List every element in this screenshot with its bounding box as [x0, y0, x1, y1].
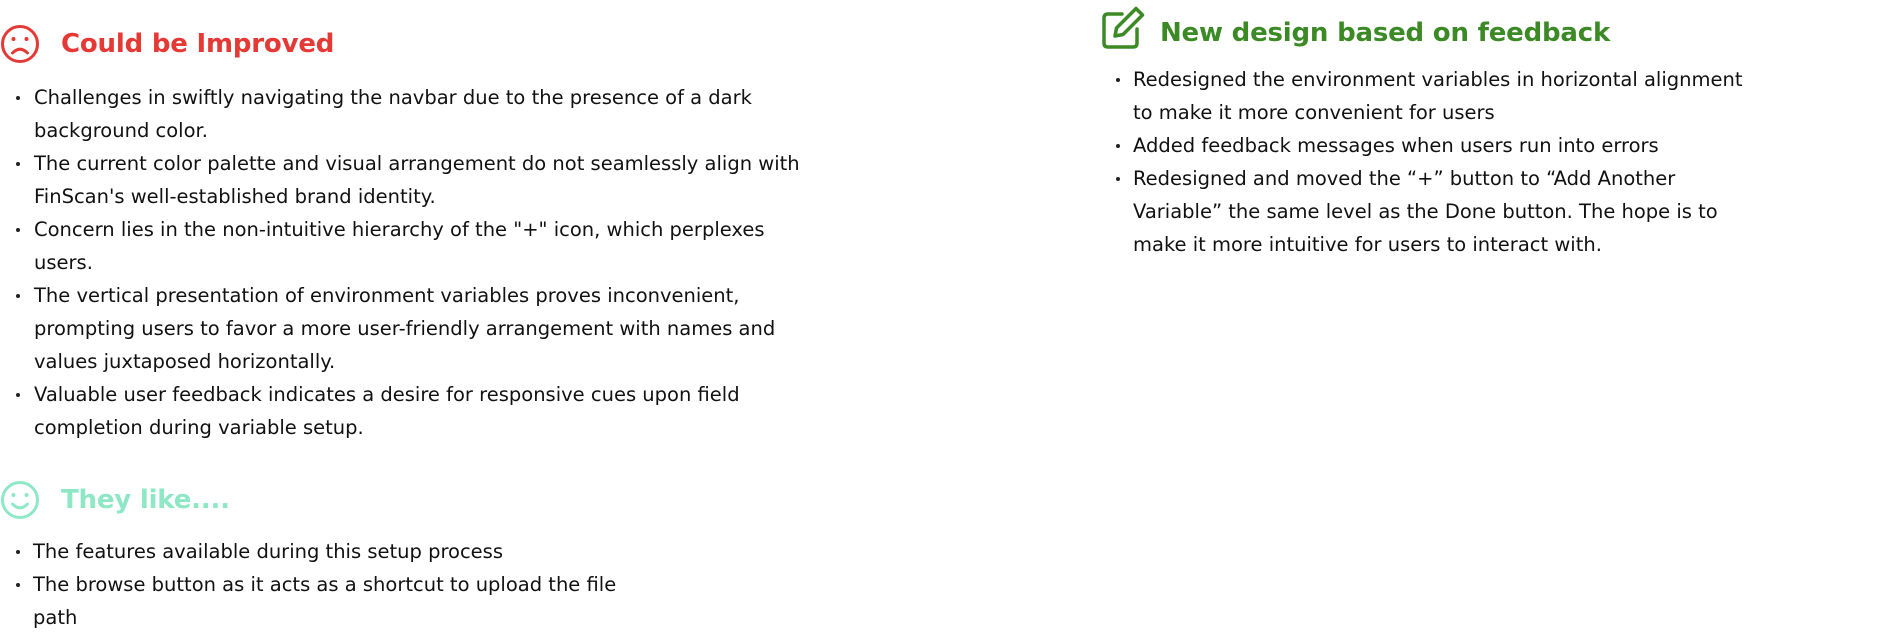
- edit-pencil-icon: [1100, 5, 1146, 51]
- frown-face-icon: [0, 24, 40, 64]
- could-be-improved-heading: [0, 24, 840, 64]
- list-item: Redesigned the environment variables in horizontal alignment to make it more convenient for users: [1100, 63, 1750, 129]
- list-item: Concern lies in the non-intuitive hierarchy of the "+" icon, which perplexes users.: [0, 213, 820, 279]
- list-item: The current color palette and visual arrangement do not seamlessly align with FinScan's well-established brand identity.: [0, 147, 820, 213]
- smile-face-icon: [0, 480, 40, 520]
- list-item: The browse button as it acts as a shortcut to upload the file path: [0, 568, 620, 634]
- could-be-improved-title: Could be Improved: [61, 29, 335, 59]
- list-item: The vertical presentation of environment variables proves inconvenient, prompting users to favor a more user-friendly arrangement with names and values juxtaposed horizontally.: [0, 279, 820, 378]
- new-design-list: [1100, 63, 1750, 261]
- list-item: The features available during this setup process: [0, 535, 620, 568]
- they-like-list: [0, 535, 620, 634]
- could-be-improved-section: [0, 24, 840, 444]
- new-design-heading: [1100, 5, 1800, 51]
- list-item: Challenges in swiftly navigating the navbar due to the presence of a dark background color.: [0, 81, 820, 147]
- they-like-heading: [0, 480, 640, 520]
- list-item: Redesigned and moved the “+” button to “Add Another Variable” the same level as the Done button. The hope is to make it more intuitive for users to interact with.: [1100, 162, 1750, 261]
- list-item: Valuable user feedback indicates a desire for responsive cues upon field completion during variable setup.: [0, 378, 820, 444]
- could-be-improved-list: [0, 81, 820, 444]
- new-design-title: New design based on feedback: [1160, 18, 1611, 48]
- list-item: Added feedback messages when users run into errors: [1100, 129, 1750, 162]
- they-like-section: [0, 480, 640, 634]
- they-like-title: They like....: [61, 485, 230, 515]
- new-design-section: [1100, 5, 1800, 261]
